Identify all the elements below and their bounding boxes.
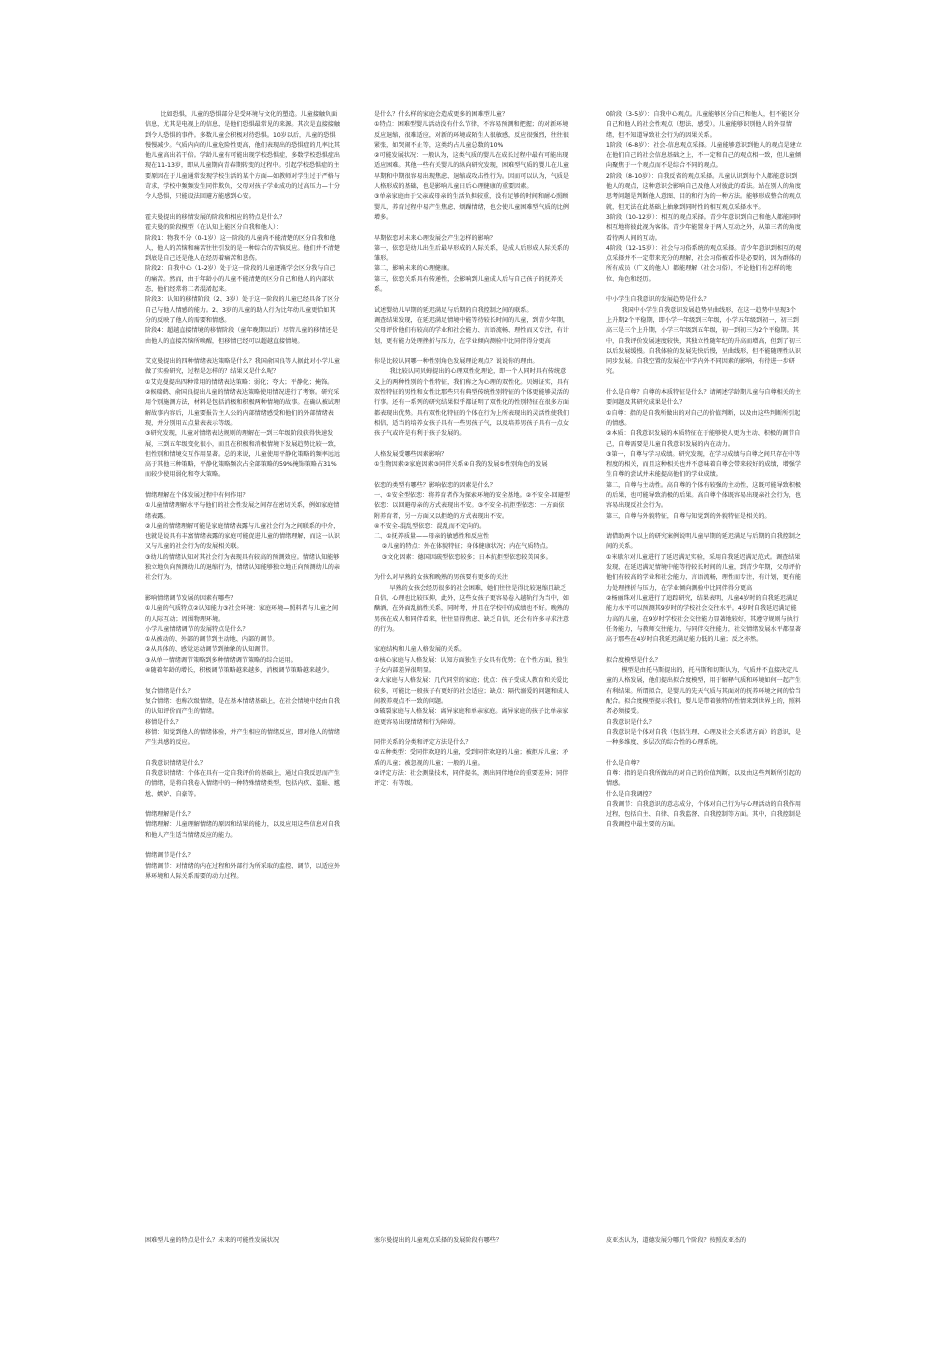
text-column-left: 比如恐惧，儿童的恐惧部分是受环境与文化的塑造。儿童接触负面信息，尤其是电视上的信息，是他们恐惧最常见的来源。其次是直接接触到令人恐惧的事件。多数儿童会积极对待恐惧。10岁以后，儿童的恐惧慢慢减少。气质内向的儿童危险性更高，他们表现出的恐惧症的几率比其他儿童高出若干倍。学龄儿童有可能出现学校恐惧症，多数学校恐惧症出现在11-13岁，即从儿童期向青春期转变的过程中。引起学校恐惧症的主要原因在于儿童通常发现学校生活的某个方面—如教师对学生过于严格与苛求，学校中频频发生同伴欺负，父母对孩子学业成功的过高压力—十分令人恐惧，只能设法回避方能感到心安。 霍夫曼提出的移情发展的阶段和相应的特点是什么？ 霍夫曼的阶段模型（在认知上能区分自我和他人）： 阶段1：物我不分（0-1岁）这一阶段的儿童尚不能清楚的区分自我和他人，他人的苦恼和痛苦往往引发的是一种综合的苦恼反应。他们并不清楚到底是自己还是他人在经历着痛苦和悲伤。 阶段2：自我中心（1-2岁）处于这一阶段的儿童逐渐学会区分我与自己的痛苦。然而，由于年龄小的儿童不能清楚的区分自己和他人的内部状态，他们经常将二者混淆起来。 阶段3：认知的移情阶段（2、3岁）处于这一阶段的儿童已经具备了区分自己与他人情感的能力。2、3岁的儿童的助人行为比年幼儿童更恰如其分的反映了他人的需要和情感。 阶段4：超越直接情境的移情阶段（童年晚期以后）尽管儿童的移情还是由他人的直接苦恼所唤醒，但移情已经可以超越直接情境。 艾克曼提出的四种情绪表达策略是什么？我国俞国良等人据此对小学儿童做了实验研究，过程是怎样的？结果又是什么呢？ ①艾克曼提出四种常用的情绪表达策略：弱化；夸大；平静化；掩饰。 ②候瑞鹤、俞国良提出儿童的情绪表达策略使用情况进行了考察。研究采用个别施测方法，材料是包括消极和积极两种情境的故事。在确认被试理解故事内容后，儿童要报告主人公的内部情绪感受和他们的外部情绪表现，并分别用五点量表表示等级。 ③研究发现，儿童对情绪表达规则的理解在一到三年级阶段获得快速发展，三到五年级变化很小，而且在积极和消极情境下发展趋势比较一致，但性别和情境交互作用显著。总的来说，儿童使用平静化策略的频率远远高于其他三种策略，平静化策略频次占全部策略的59%掩饰策略占31%而较少使用弱化和夸大策略。 情绪理解在个体发展过程中有何作用？ ①儿童情绪理解水平与他们的社会性发展之间存在密切关系，例如家庭情绪表露。 ②儿童的情绪理解可能是家庭情绪表露与儿童社会行为之间联系的中介，也就是说具有丰富情绪表露的家庭可能促进儿童的情绪理解，而这一认识又与儿童的社会行为的发展相关联。 ③幼儿的情绪认知对其社会行为表现具有较高的预测效应。情绪认知能够独立地负向预测幼儿的退缩行为，情绪认知能够独立地正向预测幼儿的亲社会行为。 影响情绪调节发展的因素有哪些？ ①儿童的气质特点②认知能力③社会环境：家庭环境—照料者与儿童之间的人际互动；周围物理环境。 小学儿童情绪调节的发展特点是什么？ ①从被动的、外部的调节到主动地、内部的调节。 ②从具体的、感觉运动调节到抽象的认知调节。 ③从单一情绪调节策略到多种情绪调节策略的综合运用。 ④随着年龄的增长，积极调节策略越来越多，消极调节策略越来越少。 复合情绪是什么？ 复合情绪：也称次级情绪，是在基本情绪基础上，在社会情境中经由自我的认知评价而产生的情绪。 移情是什么？ 移情：知觉到他人的情绪体验，并产生相应的情绪反应，即对他人的情绪产生共感的反应。 自我意识情绪是什么？ 自我意识情绪：个体在具有一定自我评价的基础上，通过自我反思而产生的情绪，是将自我卷入情绪中的一种特殊情绪类型，包括内疚、羞耻、尴尬、嫉妒、自豪等。 情绪理解是什么？ 情绪理解：儿童理解情绪的原因和结果的能力，以及应用这些信息对自我和他人产生适当情绪反应的能力。 情绪调节是什么？ 情绪调节：对情绪的内在过程和外部行为所采取的监控、调节，以适应外界环境和人际关系需要的动力过程。 xyxy=(145,111,340,880)
text-column-middle: 是什么？什么样的家庭会造成更多的困难型儿童？ ①特点：困难型婴儿活动没有什么节律，不容易预测和把握；的对新环境反应退缩，很难适应，对新的环境或陌生人很敏感，反应很强烈，往往很紧张，如哭闹不止等，这类约占儿童总数的10% ②可能发展状况：一般认为，这类气质的婴儿在成长过程中最有可能出现适应困难。其他一些有关婴儿的纵向研究发现，困难型气质的婴儿在儿童早期和中期很容易出现焦虑、退缩或攻击性行为。因而可以认为，气质是人格形成的基础，也是影响儿童日后心理健康的重要因素。 ③单亲家庭由于父亲或母亲的生活负担较重，没有足够的时间和耐心照顾婴儿，养育过程中易产生焦虑、烦躁情绪，也会使儿童困难型气质的比例增多。 早期依恋对未来心理发展会产生怎样的影响？ 第一，依恋是幼儿出生后最早形成的人际关系，是成人后形成人际关系的雏形。 第二，影响未来的心理健康。 第三，依恋关系具有传递性，会影响到儿童成人后与自己孩子的抚养关系。 试述婴幼儿早期的延迟满足与后期的自我控制之间的联系。 调查结果发现，在延迟满足情境中能等待较长时间的儿童，到青少年期，父母评价他们有较高的学业和社会能力、言语流畅、理性而又专注，有计划，更有能力处理挫折与压力，在学业倾向测验中比同伴得分更高 你是比较认同哪一种性别角色发展理论观点？说说你的理由。 我比较认同贝姆提出的心理双性化理论，即一个人同时具有传统意义上的两种性别的个性特征，我们称之为心理的双性化。贝姆证实，具有双性特征的男性和女性比那些只有典型传统性别特征的个体更能够灵活的行事。还有一系列的研究结果似乎都证明了双性化的性别特征在很多方面都表现出优势。具有双性化特征的个体在行为上所表现出的灵活性使我们相信，适当的培养女孩子具有一些男孩子气，以及培养男孩子具有一点女孩子气或许是有利于孩子发展的。 人格发展受哪些因素影响？ ①生物因素②家庭因素③同伴关系④自我的发展⑤性别角色的发展 依恋的类型有哪些？影响依恋的因素是什么？ 一、①安全型依恋：将养育者作为探索环境的安全基地。②不安全-回避型依恋：以回避母亲的方式表现出不安。③不安全-抗拒型依恋：一方面依附养育者，另一方面又以拒绝的方式表现出不安。 ④不安全-混乱型依恋：混乱而不定向的。 二、①抚养质量——母亲的敏感性和反应性 ②儿童的特点：外在体貌特征；身体健康状况；内在气质特点。 ③文化因素：德国因疏型依恋较多；日本抗拒型依恋较美国多。 为什么对早熟的女孩和晚熟的男孩要有更多的关注 早熟的女孩会经历很多的社会困难，她们往往是得比较退缩且缺乏自信，心理也比较压抑，此外，这些女孩子更容易卷入越轨行为当中，如酗酒，在外面乱搞性关系，同时考，并且在学校中的成绩也不好。晚熟的男孩在成人和同伴看来，往往显得焦虑、缺乏自信，还会有许多寻求注意的行为。 家庭结构和儿童人格发展的关系。 ①核心家庭与人格发展：认知方面独生子女具有优势；在个性方面，独生子女内部差异很明显。 ②大家庭与人格发展：几代同堂的家庭；优点：孩子受成人教育和关爱比较多，可能比一般孩子有更好的社会适应；缺点：隔代溺爱的问题和成人间教养观点不一致的问题。 ③破裂家庭与人格发展：离异家庭和单亲家庭。离异家庭的孩子比单亲家庭更容易出现情绪和行为障碍。 同伴关系的分类和评定方法是什么？ ①五种类型：受同伴欢迎的儿童，受到同伴欢迎的儿童；被拒斥儿童；矛盾的儿童；被忽视的儿童；一般的儿童。 ②评定方法：社会测量技术，同伴提名，测出同伴地位的重要差异；同伴评定：有等级。 xyxy=(374,111,570,788)
text-column-right: 0阶段（3-5岁）：自我中心观点。儿童能够区分自己和他人，但不能区分自己和他人的社会性观点（想法、感受）。儿童能够识别他人的外显情绪，但不知道导致社会行为的因果关系。 1阶段（6-8岁）：社会-信息观点采择。儿童能够意识到他人的观点是建立在他们自己的社会信息基础之上，不一定和自己的观点相一致，但儿童倾向聚焦于一个观点而不是综合不同的观点。 2阶段（8-10岁）：自我反省的观点采择。儿童认识到每个人都能意识到他人的观点，这种意识会影响自己及他人对彼此的看法。站在别人的角度思考问题是判断他人意图、目的和行为的一种方法。能够形成整合的观点就，但无法在此基础上抽象到同时性的相互观点采择水平。 3阶段（10-12岁）：相互的观点采择。青少年意识到自己和他人都能同时相互地将彼此视为客体。青少年能置身于两人互动之外，从第三者的角度看待两人间的互动。 4阶段（12-15岁）：社会与习俗系统的观点采择。青少年意识到相互的观点采择并不一定带来充分的理解，社会习俗被看作是必要的，因为群体的所有成员（广义的他人）都能理解（社会习俗），不论他们有怎样的地位、角色和经历。 中小学生自我意识的发展趋势是什么？ 我国中小学生自我意识发展趋势呈曲线形，在这一趋势中呈现3个上升期2个平稳期，即小学一年级到三年级，小学五年级到初一，初三到高三是三个上升期，小学三年级到五年级，初一到初三为2个平稳期。其中，自我评价发展速度较快，其独立性随年纪的升高而增高，但到了初三以后发展缓慢。自我体验的发展先快后慢，呈曲线形，但不能随理性认识同步发展。自我空置的发展在中学内外不同因素的影响，有待进一步研究。 什么是自尊？自尊的本质特征是什么？请阐述学龄期儿童与自尊相关的主要问题及其研究成果是什么？ ①自尊：指的是自我所做出的对自己的价值判断，以及由这些判断所引起的情感。 ②本质：自我意识发展的本质特征在于能够使人更为主动、积极的调节自己，自尊需要是儿童自我意识发展的内在动力。 ③第一，自尊与学习成绩。研究发现，在学习成绩与自尊之间只存在中等程度的相关，而且这种相关也并不意味着自尊会带来较好的成绩，增强学生自尊的尝试并未能提高他们的学业成绩。 第二，自尊与主动性。高自尊的个体有较强的主动性，这既可能导致积极的后果，也可能导致消极的后果。高自尊个体既容易出现亲社会行为，也容易出现反社会行为。 第三，自尊与外貌特征，自尊与知觉到的外貌特征是相关的。 请借助两个以上的研究案例说明儿童早期的延迟满足与后期的自我控制之间的关系。 ①米歇尔对儿童进行了延迟满足实验，采用自我延迟满足范式。调查结果发现，在延迟满足情境中能等待较长时间的儿童，到青少年期，父母评价他们有较高的学业和社会能力，言语流畅，理性而专注，有计划，更有能力处理挫折与压力，在学业倾向测验中比同伴得分更高 ②杨丽珠对儿童进行了追踪研究，结果表明，儿童4岁时的自我延迟满足能力水平可以预测其9岁时的学校社会交往水平。4岁时自我延迟满足能力高的儿童，在9岁时学校社会交往能力显著地较好，其遵守规则与执行任务能力，与教师交往能力，与同伴交往能力，社交情绪发展水平都显著高于那些在4岁时自我延迟满足能力低的儿童；反之亦然。 拟合度模型是什么？ 模型是由托马斯提出的，托马斯和切斯认为，气质并不直接决定儿童的人格发展，他们提出拟合度模型，用于解释气质和环境如何一起产生有利结果。所谓拟合，是婴儿的先天气质与其面对的抚养环境之间的恰当配合。拟合度模型提示我们，婴儿是带着独特的性情来到世界上的，照料者必须接受。 自我意识是什么？ 自我意识是个体对自我（包括生理、心理及社会关系诸方面）的意识，是一种多维度、多层次的综合性的心理系统。 什么是自尊？ 自尊：指的是自我所做出的对自己的价值判断，以及由这些判断所引起的情感。 什么是自我调控？ 自我调节：自我意识的意志成分，个体对自己行为与心理活动的自我作用过程，包括自主、自律、自我监督、自我控制等方面。其中，自我控制是自我调控中最主要的方面。 xyxy=(606,111,802,829)
footer-question-left: 困难型儿童的特点是什么？未来的可能性发展状况 xyxy=(145,1237,280,1244)
footer-question-middle: 塞尔曼提出的儿童观点采择的发展阶段有哪些？ xyxy=(374,1237,502,1244)
footer-question-right: 皮亚杰认为，道德发展分哪几个阶段？按照皮亚杰的 xyxy=(606,1237,747,1244)
